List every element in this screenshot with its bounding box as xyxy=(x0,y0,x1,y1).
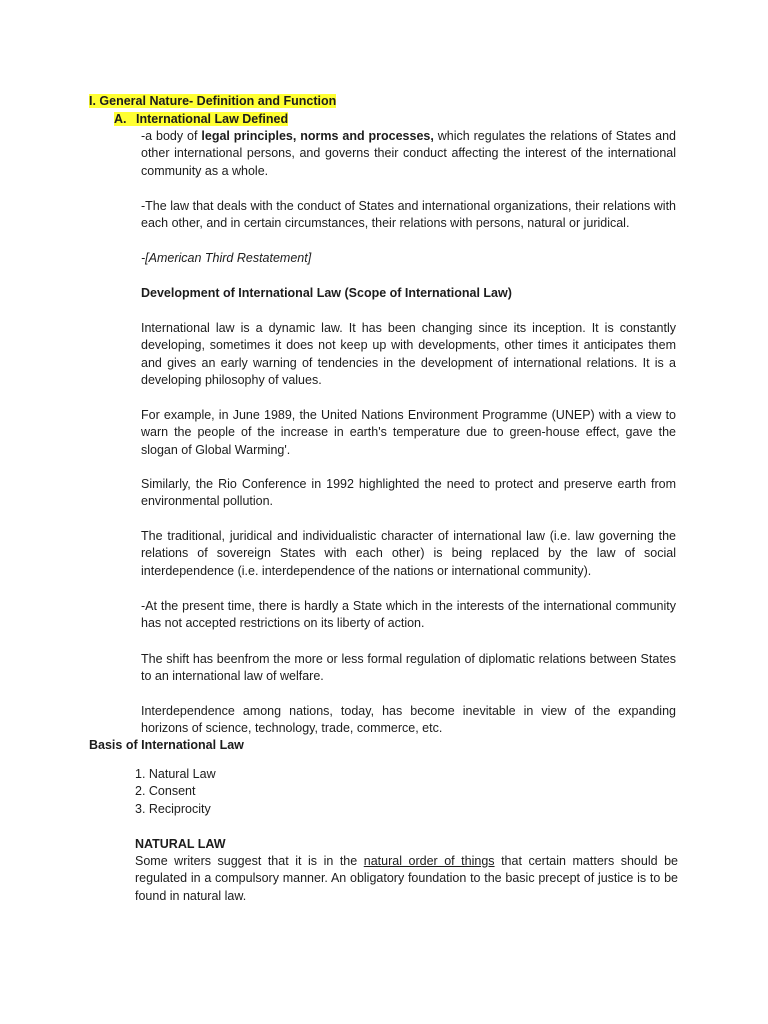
paragraph-traditional-character: The traditional, juridical and individualistic character of international law (i.e. law governing the relations of sovereign States with each other) is being replaced by the law of social interdependence (i.e. interdependence of the nations or international community). xyxy=(141,529,676,578)
paragraph-present-time: -At the present time, there is hardly a State which in the interests of the international community has not accepted restrictions on its liberty of action. xyxy=(141,599,676,631)
subsection-number: A. xyxy=(114,112,127,126)
natural-law-prefix: Some writers suggest that it is in the xyxy=(135,854,364,868)
paragraph-unep-example: For example, in June 1989, the United Nations Environment Programme (UNEP) with a view to warn the people of the increase in earth's temperature due to green-house effect, gave the slogan of Global Warming'. xyxy=(141,408,676,457)
list-item: 2. Consent xyxy=(135,784,196,799)
section-heading xyxy=(89,93,336,110)
paragraph-rio-conference: Similarly, the Rio Conference in 1992 highlighted the need to protect and preserve earth from environmental pollution. xyxy=(141,477,676,509)
definition-paragraph-2: -The law that deals with the conduct of States and international organizations, their relations with each other, and in certain circumstances, their relations with persons, natural or juridical. xyxy=(141,199,676,231)
definition-1-bold: legal principles, norms and processes, xyxy=(201,129,434,143)
paragraph-dynamic-law: International law is a dynamic law. It has been changing since its inception. It is constantly developing, sometimes it does not keep up with developments, other times it anticipates them and gives an early warning of tendencies in the development of international relations. It is a developing philosophy of values. xyxy=(141,321,676,388)
citation: -[American Third Restatement] xyxy=(141,251,312,265)
natural-law-underlined: natural order of things xyxy=(363,854,495,868)
section-heading-text: I. General Nature- Definition and Function xyxy=(89,94,337,108)
basis-list xyxy=(135,766,216,818)
natural-law-paragraph xyxy=(135,853,678,905)
development-heading: Development of International Law (Scope of International Law) xyxy=(141,286,512,300)
subsection-title: International Law Defined xyxy=(136,112,289,126)
paragraph-shift: The shift has beenfrom the more or less formal regulation of diplomatic relations between States to an international law of welfare. xyxy=(141,652,676,684)
list-item: 3. Reciprocity xyxy=(135,801,211,816)
natural-law-heading: NATURAL LAW xyxy=(135,837,226,851)
natural-law-rest: that certain matters should be regulated in a compulsory manner. An obligatory foundation to the basic precept of justice is to be found in natural law. xyxy=(135,854,678,903)
definition-1-rest: which regulates the relations of States and other international persons, and governs their conduct affecting the interest of the international community as a whole. xyxy=(141,129,676,178)
subsection-heading xyxy=(114,111,288,128)
list-item: 1. Natural Law xyxy=(135,767,216,781)
basis-heading: Basis of International Law xyxy=(89,738,244,752)
paragraph-interdependence: Interdependence among nations, today, has become inevitable in view of the expanding horizons of science, technology, trade, commerce, etc. xyxy=(141,704,676,736)
definition-1-prefix: -a body of xyxy=(141,129,202,143)
definition-paragraph-1 xyxy=(141,128,676,180)
